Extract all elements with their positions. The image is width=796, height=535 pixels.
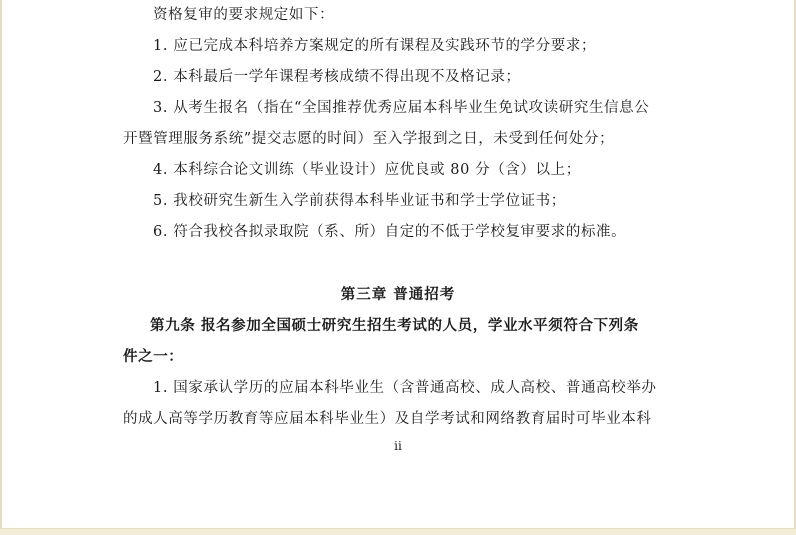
page-frame-bottom <box>0 528 796 535</box>
text-line: 资格复审的要求规定如下： <box>153 7 335 23</box>
article-heading-line: 第九条 报名参加全国硕士研究生招生考试的人员，学业水平须符合下列条 <box>150 317 639 334</box>
text-line: 2. 本科最后一学年课程考核成绩不得出现不及格记录； <box>153 69 521 85</box>
text-line: 1. 应已完成本科培养方案规定的所有课程及实践环节的学分要求； <box>153 38 597 54</box>
text-line: 5. 我校研究生新生入学前获得本科毕业证书和学士学位证书； <box>153 193 566 209</box>
text-line: 1. 国家承认学历的应届本科毕业生（含普通高校、成人高校、普通高校举办 <box>153 380 657 396</box>
text-line: 开暨管理服务系统”提交志愿的时间）至入学报到之日，未受到任何处分； <box>123 131 615 147</box>
text-line: 4. 本科综合论文训练（毕业设计）应优良或 80 分（含）以上； <box>153 162 581 178</box>
text-line: 3. 从考生报名（指在“全国推荐优秀应届本科毕业生免试攻读研究生信息公 <box>153 100 650 116</box>
chapter-heading: 第三章 普通招考 <box>340 286 456 303</box>
page-number: ii <box>394 439 402 453</box>
article-heading-line: 件之一： <box>123 348 184 365</box>
text-line: 的成人高等学历教育等应届本科毕业生）及自学考试和网络教育届时可毕业本科 <box>123 411 652 427</box>
page-frame-left <box>0 0 2 535</box>
text-line: 6. 符合我校各拟录取院（系、所）自定的不低于学校复审要求的标准。 <box>153 224 627 240</box>
